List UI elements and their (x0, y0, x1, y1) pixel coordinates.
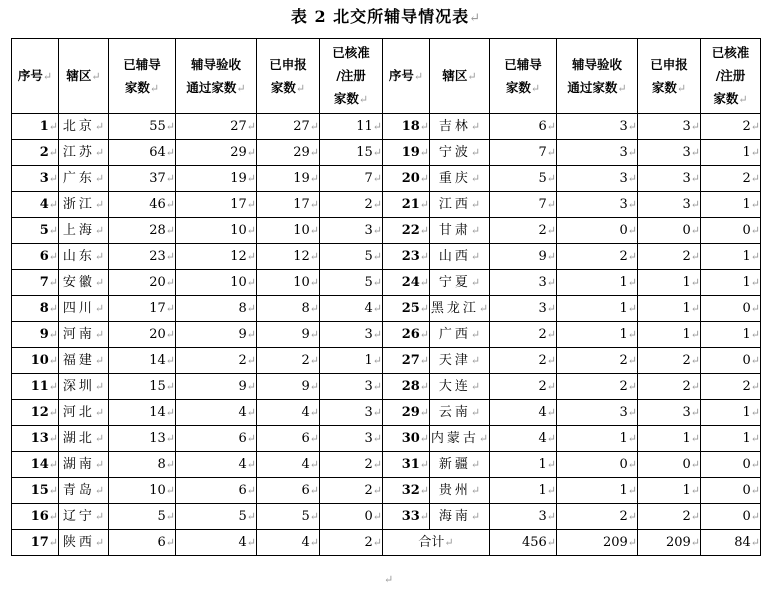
tutored-cell: 64↵ (109, 140, 176, 166)
table-row (12, 114, 761, 140)
approved-cell: 0↵ (701, 296, 761, 322)
region-cell: 山东↵ (59, 244, 109, 270)
tutored-cell: 4↵ (490, 426, 557, 452)
header-seq: 序号↵ (12, 39, 59, 114)
seq-cell: 23↵ (383, 244, 430, 270)
seq-cell: 19↵ (383, 140, 430, 166)
declared-cell: 3↵ (638, 166, 701, 192)
approved-cell: 2↵ (701, 374, 761, 400)
tutored-cell: 1↵ (490, 452, 557, 478)
passed-cell: 0↵ (557, 452, 638, 478)
approved-cell: 3↵ (320, 374, 383, 400)
region-cell: 新疆↵ (430, 452, 490, 478)
table-row (12, 140, 761, 166)
tutored-cell: 5↵ (109, 504, 176, 530)
seq-cell: 14↵ (12, 452, 59, 478)
table-row (12, 270, 761, 296)
approved-cell: 3↵ (320, 426, 383, 452)
approved-cell: 3↵ (320, 218, 383, 244)
seq-cell: 24↵ (383, 270, 430, 296)
passed-cell: 2↵ (176, 348, 257, 374)
declared-cell: 9↵ (257, 322, 320, 348)
approved-cell: 2↵ (320, 530, 383, 556)
seq-cell: 11↵ (12, 374, 59, 400)
passed-cell: 6↵ (176, 426, 257, 452)
declared-cell: 1↵ (638, 296, 701, 322)
tutored-cell: 23↵ (109, 244, 176, 270)
passed-cell: 3↵ (557, 114, 638, 140)
header-tutored: 已辅导 家数↵ (109, 39, 176, 114)
tutored-cell: 3↵ (490, 296, 557, 322)
seq-cell: 13↵ (12, 426, 59, 452)
region-cell: 江西↵ (430, 192, 490, 218)
approved-cell: 1↵ (320, 348, 383, 374)
approved-cell: 1↵ (701, 400, 761, 426)
region-cell: 河北↵ (59, 400, 109, 426)
region-cell: 青岛↵ (59, 478, 109, 504)
declared-cell: 2↵ (257, 348, 320, 374)
header-declared-right: 已申报 家数↵ (638, 39, 701, 114)
passed-cell: 12↵ (176, 244, 257, 270)
total-label-cell: 合计↵ (383, 530, 490, 556)
declared-cell: 19↵ (257, 166, 320, 192)
approved-cell: 2↵ (701, 114, 761, 140)
header-passed-right: 辅导验收 通过家数↵ (557, 39, 638, 114)
region-cell: 安徽↵ (59, 270, 109, 296)
passed-cell: 29↵ (176, 140, 257, 166)
paragraph-mark-icon: ↵ (384, 573, 394, 586)
region-cell: 江苏↵ (59, 140, 109, 166)
approved-cell: 3↵ (320, 322, 383, 348)
declared-cell: 3↵ (638, 140, 701, 166)
seq-cell: 15↵ (12, 478, 59, 504)
tutored-cell: 14↵ (109, 400, 176, 426)
passed-cell: 1↵ (557, 426, 638, 452)
tutored-cell: 2↵ (490, 218, 557, 244)
declared-cell: 3↵ (638, 192, 701, 218)
table-row (12, 530, 761, 556)
passed-cell: 1↵ (557, 270, 638, 296)
header-row (12, 39, 761, 114)
approved-cell: 3↵ (320, 400, 383, 426)
tutored-cell: 2↵ (490, 374, 557, 400)
seq-cell: 27↵ (383, 348, 430, 374)
region-cell: 湖南↵ (59, 452, 109, 478)
declared-cell: 4↵ (257, 400, 320, 426)
region-cell: 宁夏↵ (430, 270, 490, 296)
seq-cell: 3↵ (12, 166, 59, 192)
approved-cell: 11↵ (320, 114, 383, 140)
header-passed: 辅导验收 通过家数↵ (176, 39, 257, 114)
region-cell: 陕西↵ (59, 530, 109, 556)
table-row (12, 348, 761, 374)
region-cell: 河南↵ (59, 322, 109, 348)
table-row (12, 218, 761, 244)
declared-cell: 0↵ (638, 452, 701, 478)
declared-cell: 1↵ (638, 270, 701, 296)
region-cell: 海南↵ (430, 504, 490, 530)
passed-cell: 2↵ (557, 348, 638, 374)
passed-cell: 1↵ (557, 296, 638, 322)
seq-cell: 16↵ (12, 504, 59, 530)
region-cell: 黑龙江↵ (430, 296, 490, 322)
declared-cell: 17↵ (257, 192, 320, 218)
passed-cell: 1↵ (557, 478, 638, 504)
tutored-cell: 5↵ (490, 166, 557, 192)
approved-cell: 0↵ (701, 504, 761, 530)
tutored-cell: 37↵ (109, 166, 176, 192)
seq-cell: 22↵ (383, 218, 430, 244)
tutored-cell: 6↵ (490, 114, 557, 140)
passed-cell: 5↵ (176, 504, 257, 530)
approved-cell: 0↵ (701, 218, 761, 244)
region-cell: 甘肃↵ (430, 218, 490, 244)
table-row (12, 400, 761, 426)
tutored-cell: 46↵ (109, 192, 176, 218)
passed-cell: 10↵ (176, 218, 257, 244)
declared-cell: 9↵ (257, 374, 320, 400)
table-row (12, 478, 761, 504)
passed-cell: 27↵ (176, 114, 257, 140)
header-tutored-right: 已辅导 家数↵ (490, 39, 557, 114)
seq-cell: 9↵ (12, 322, 59, 348)
region-cell: 山西↵ (430, 244, 490, 270)
passed-cell: 9↵ (176, 374, 257, 400)
seq-cell: 12↵ (12, 400, 59, 426)
tutored-cell: 7↵ (490, 192, 557, 218)
seq-cell: 5↵ (12, 218, 59, 244)
tutored-cell: 28↵ (109, 218, 176, 244)
seq-cell: 20↵ (383, 166, 430, 192)
region-cell: 浙江↵ (59, 192, 109, 218)
approved-cell: 1↵ (701, 270, 761, 296)
seq-cell: 4↵ (12, 192, 59, 218)
passed-cell: 1↵ (557, 322, 638, 348)
declared-cell: 29↵ (257, 140, 320, 166)
tutored-cell: 55↵ (109, 114, 176, 140)
approved-cell: 1↵ (701, 322, 761, 348)
region-cell: 辽宁↵ (59, 504, 109, 530)
region-cell: 天津↵ (430, 348, 490, 374)
header-approved-right: 已核准 /注册 家数↵ (701, 39, 761, 114)
tutored-cell: 4↵ (490, 400, 557, 426)
tutored-cell: 3↵ (490, 504, 557, 530)
passed-cell: 17↵ (176, 192, 257, 218)
passed-cell: 4↵ (176, 400, 257, 426)
passed-cell: 0↵ (557, 218, 638, 244)
declared-cell: 2↵ (638, 348, 701, 374)
region-cell: 广西↵ (430, 322, 490, 348)
passed-cell: 2↵ (557, 504, 638, 530)
passed-cell: 9↵ (176, 322, 257, 348)
declared-cell: 3↵ (638, 400, 701, 426)
table-row (12, 296, 761, 322)
tutored-cell: 15↵ (109, 374, 176, 400)
approved-cell: 0↵ (701, 348, 761, 374)
table-row (12, 504, 761, 530)
table-row (12, 374, 761, 400)
total-declared-cell: 209↵ (638, 530, 701, 556)
declared-cell: 2↵ (638, 504, 701, 530)
passed-cell: 6↵ (176, 478, 257, 504)
tutored-cell: 6↵ (109, 530, 176, 556)
tutored-cell: 8↵ (109, 452, 176, 478)
seq-cell: 2↵ (12, 140, 59, 166)
declared-cell: 4↵ (257, 452, 320, 478)
seq-cell: 1↵ (12, 114, 59, 140)
seq-cell: 32↵ (383, 478, 430, 504)
declared-cell: 12↵ (257, 244, 320, 270)
region-cell: 大连↵ (430, 374, 490, 400)
declared-cell: 0↵ (638, 218, 701, 244)
approved-cell: 4↵ (320, 296, 383, 322)
seq-cell: 21↵ (383, 192, 430, 218)
tutoring-table (11, 38, 761, 556)
approved-cell: 15↵ (320, 140, 383, 166)
region-cell: 内蒙古↵ (430, 426, 490, 452)
seq-cell: 33↵ (383, 504, 430, 530)
seq-cell: 18↵ (383, 114, 430, 140)
passed-cell: 3↵ (557, 166, 638, 192)
paragraph-mark-icon: ↵ (469, 11, 482, 26)
declared-cell: 5↵ (257, 504, 320, 530)
declared-cell: 10↵ (257, 270, 320, 296)
passed-cell: 3↵ (557, 192, 638, 218)
header-region: 辖区↵ (59, 39, 109, 114)
table-row (12, 426, 761, 452)
declared-cell: 1↵ (638, 478, 701, 504)
table-row (12, 192, 761, 218)
table-row (12, 452, 761, 478)
seq-cell: 25↵ (383, 296, 430, 322)
passed-cell: 10↵ (176, 270, 257, 296)
approved-cell: 2↵ (320, 192, 383, 218)
region-cell: 贵州↵ (430, 478, 490, 504)
passed-cell: 19↵ (176, 166, 257, 192)
seq-cell: 6↵ (12, 244, 59, 270)
region-cell: 深圳↵ (59, 374, 109, 400)
approved-cell: 7↵ (320, 166, 383, 192)
seq-cell: 7↵ (12, 270, 59, 296)
tutored-cell: 10↵ (109, 478, 176, 504)
total-approved-cell: 84↵ (701, 530, 761, 556)
total-tutored-cell: 456↵ (490, 530, 557, 556)
seq-cell: 30↵ (383, 426, 430, 452)
passed-cell: 2↵ (557, 244, 638, 270)
region-cell: 宁波↵ (430, 140, 490, 166)
table-row (12, 166, 761, 192)
table-title (0, 4, 772, 27)
tutored-cell: 2↵ (490, 348, 557, 374)
tutored-cell: 20↵ (109, 270, 176, 296)
approved-cell: 5↵ (320, 270, 383, 296)
region-cell: 湖北↵ (59, 426, 109, 452)
region-cell: 上海↵ (59, 218, 109, 244)
total-passed-cell: 209↵ (557, 530, 638, 556)
declared-cell: 4↵ (257, 530, 320, 556)
declared-cell: 8↵ (257, 296, 320, 322)
region-cell: 北京↵ (59, 114, 109, 140)
approved-cell: 1↵ (701, 192, 761, 218)
tutored-cell: 20↵ (109, 322, 176, 348)
tutored-cell: 7↵ (490, 140, 557, 166)
approved-cell: 2↵ (320, 452, 383, 478)
region-cell: 四川↵ (59, 296, 109, 322)
region-cell: 重庆↵ (430, 166, 490, 192)
seq-cell: 26↵ (383, 322, 430, 348)
declared-cell: 6↵ (257, 478, 320, 504)
tutored-cell: 1↵ (490, 478, 557, 504)
declared-cell: 10↵ (257, 218, 320, 244)
header-seq-right: 序号↵ (383, 39, 430, 114)
declared-cell: 27↵ (257, 114, 320, 140)
approved-cell: 5↵ (320, 244, 383, 270)
approved-cell: 2↵ (701, 166, 761, 192)
region-cell: 广东↵ (59, 166, 109, 192)
declared-cell: 1↵ (638, 426, 701, 452)
approved-cell: 1↵ (701, 140, 761, 166)
declared-cell: 2↵ (638, 374, 701, 400)
tutored-cell: 9↵ (490, 244, 557, 270)
passed-cell: 3↵ (557, 140, 638, 166)
region-cell: 福建↵ (59, 348, 109, 374)
declared-cell: 2↵ (638, 244, 701, 270)
tutored-cell: 17↵ (109, 296, 176, 322)
table-title-text: 表 2 北交所辅导情况表 (290, 7, 470, 26)
approved-cell: 0↵ (701, 452, 761, 478)
passed-cell: 8↵ (176, 296, 257, 322)
tutored-cell: 3↵ (490, 270, 557, 296)
seq-cell: 28↵ (383, 374, 430, 400)
approved-cell: 0↵ (320, 504, 383, 530)
region-cell: 吉林↵ (430, 114, 490, 140)
declared-cell: 6↵ (257, 426, 320, 452)
approved-cell: 1↵ (701, 426, 761, 452)
seq-cell: 17↵ (12, 530, 59, 556)
declared-cell: 3↵ (638, 114, 701, 140)
seq-cell: 10↵ (12, 348, 59, 374)
seq-cell: 31↵ (383, 452, 430, 478)
passed-cell: 4↵ (176, 530, 257, 556)
approved-cell: 2↵ (320, 478, 383, 504)
header-region-right: 辖区↵ (430, 39, 490, 114)
approved-cell: 0↵ (701, 478, 761, 504)
tutored-cell: 13↵ (109, 426, 176, 452)
passed-cell: 2↵ (557, 374, 638, 400)
table-row (12, 322, 761, 348)
header-declared: 已申报 家数↵ (257, 39, 320, 114)
passed-cell: 3↵ (557, 400, 638, 426)
region-cell: 云南↵ (430, 400, 490, 426)
header-approved: 已核准 /注册 家数↵ (320, 39, 383, 114)
approved-cell: 1↵ (701, 244, 761, 270)
tutored-cell: 2↵ (490, 322, 557, 348)
passed-cell: 4↵ (176, 452, 257, 478)
declared-cell: 1↵ (638, 322, 701, 348)
seq-cell: 29↵ (383, 400, 430, 426)
table-row (12, 244, 761, 270)
tutored-cell: 14↵ (109, 348, 176, 374)
seq-cell: 8↵ (12, 296, 59, 322)
